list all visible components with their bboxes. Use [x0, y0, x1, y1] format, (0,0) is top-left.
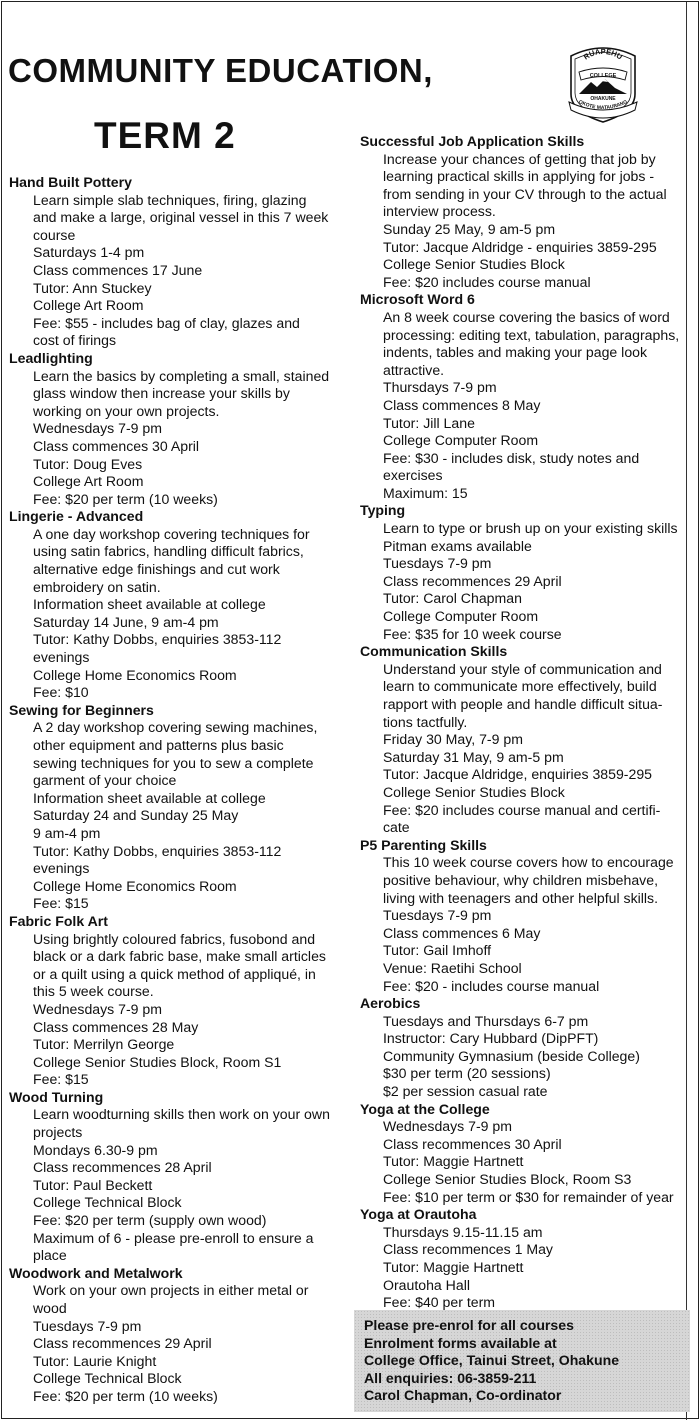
enrolment-line: Enrolment forms available at — [364, 1334, 557, 1351]
course-title: Leadlighting — [9, 349, 93, 366]
course-title: Hand Built Pottery — [9, 174, 132, 190]
course-detail-line: Class recommences 30 April — [383, 1135, 562, 1152]
course-detail-line: Learn the basics by completing a small, stained — [33, 367, 330, 384]
course-yoga-at-orautoha — [360, 1206, 692, 1312]
course-successful-job-application-skills — [360, 133, 692, 291]
course-detail-line: Class commences 30 April — [33, 437, 200, 454]
course-detail-line: College Art Room — [33, 473, 144, 490]
course-fabric-folk-art — [9, 913, 354, 1089]
course-detail-line: Information sheet available at college — [33, 789, 266, 806]
page-title-line2: TERM 2 — [94, 115, 236, 156]
course-detail-line: Tutor: Jacque Aldridge - enquiries 3859-295 — [383, 238, 657, 255]
course-detail-line: Work on your own projects in either metal or — [33, 1282, 309, 1299]
left-course-column — [9, 174, 354, 1406]
course-detail-line: Class commences 28 May — [33, 1018, 199, 1035]
course-detail-line: indents, tables and making your page look — [383, 344, 648, 361]
course-detail-line: $30 per term (20 sessions) — [383, 1065, 551, 1082]
course-title: Communication Skills — [360, 643, 508, 660]
course-aerobics — [360, 995, 692, 1101]
course-detail-line: College Computer Room — [383, 432, 539, 449]
course-detail-line: Tutor: Kathy Dobbs, enquiries 3853-112 — [33, 842, 282, 859]
course-detail-line: Maximum: 15 — [383, 484, 468, 501]
course-detail-line: interview process. — [383, 203, 496, 220]
course-detail-line: Learn simple slab techniques, firing, glazing — [33, 191, 307, 208]
enrolment-line: All enquiries: 06-3859-211 — [364, 1369, 537, 1386]
course-detail-line: Fee: $20 per term (supply own wood) — [33, 1212, 267, 1229]
course-detail-line: Fee: $15 — [33, 895, 89, 912]
course-detail-line: Instructor: Cary Hubbard (DipPFT) — [383, 1030, 599, 1047]
course-detail-line: embroidery on satin. — [33, 578, 161, 595]
course-detail-line: College Home Economics Room — [33, 666, 237, 683]
course-detail-line: Learn woodturning skills then work on your own — [33, 1106, 330, 1123]
course-title: Wood Turning — [9, 1088, 104, 1105]
course-title: Typing — [360, 502, 406, 519]
course-detail-line: exercises — [383, 467, 443, 484]
course-detail-line: Tutor: Laurie Knight — [33, 1352, 157, 1369]
course-title: Yoga at Orautoha — [360, 1206, 477, 1223]
course-detail-line: Tutor: Jacque Aldridge, enquiries 3859-295 — [383, 766, 652, 783]
enrolment-line: Please pre-enrol for all courses — [364, 1317, 574, 1333]
course-detail-line: A 2 day workshop covering sewing machines, — [33, 719, 318, 736]
course-detail-line: Tuesdays 7-9 pm — [383, 555, 492, 572]
course-detail-line: Increase your chances of getting that job by — [383, 150, 656, 167]
course-detail-line: Tutor: Kathy Dobbs, enquiries 3853-112 — [33, 631, 282, 648]
course-typing — [360, 502, 692, 643]
course-title: Successful Job Application Skills — [360, 133, 585, 149]
page-title-line1: COMMUNITY EDUCATION, — [8, 52, 433, 89]
course-detail-line: Class recommences 29 April — [33, 1335, 212, 1352]
course-woodwork-and-metalwork — [9, 1265, 354, 1406]
course-detail-line: Fee: $10 — [33, 684, 89, 701]
crest-top-text: RUAPEHU — [581, 46, 625, 62]
course-detail-line: Tutor: Maggie Hartnett — [383, 1259, 524, 1275]
course-detail-line: black or a dark fabric base, make small articles — [33, 948, 326, 965]
course-detail-line: Fee: $20 - includes course manual — [383, 977, 600, 994]
enrolment-line: College Office, Tainui Street, Ohakune — [364, 1352, 620, 1369]
course-detail-line: Fee: $15 — [33, 1071, 89, 1088]
course-detail-line: Saturday 31 May, 9 am-5 pm — [383, 748, 564, 765]
course-detail-line: Learn to type or brush up on your existing skills — [383, 520, 678, 537]
course-sewing-for-beginners — [9, 702, 354, 913]
course-detail-line: garment of your choice — [33, 772, 177, 789]
enrolment-line: Carol Chapman, Co-ordinator — [364, 1387, 562, 1404]
course-detail-line: College Senior Studies Block, Room S1 — [33, 1053, 282, 1070]
course-detail-line: living with teenagers and other helpful skills. — [383, 889, 658, 906]
course-detail-line: Class commences 6 May — [383, 924, 541, 941]
course-hand-built-pottery — [9, 174, 354, 350]
course-detail-line: place — [33, 1247, 67, 1264]
course-detail-line: College Technical Block — [33, 1370, 182, 1387]
course-wood-turning — [9, 1089, 354, 1265]
course-detail-line: Fee: $20 includes course manual — [383, 273, 591, 290]
course-detail-line: College Technical Block — [33, 1194, 182, 1211]
course-detail-line: Orautoha Hall — [383, 1276, 470, 1293]
course-detail-line: Tutor: Jill Lane — [383, 414, 475, 431]
course-detail-line: Wednesdays 7-9 pm — [33, 1000, 162, 1017]
course-detail-line: or a quilt using a quick method of appliqué, in — [33, 965, 316, 982]
course-detail-line: Using brightly coloured fabrics, fusobond and — [33, 930, 316, 947]
course-detail-line: Community Gymnasium (beside College) — [383, 1047, 640, 1064]
college-crest-icon — [561, 42, 645, 124]
course-detail-line: Saturday 14 June, 9 am-4 pm — [33, 613, 219, 630]
course-detail-line: College Art Room — [33, 297, 144, 314]
flyer-page — [1, 1, 699, 1419]
course-title: Aerobics — [360, 995, 421, 1012]
course-detail-line: Tuesdays and Thursdays 6-7 pm — [383, 1012, 589, 1029]
course-detail-line: sewing techniques for you to sew a complete — [33, 754, 314, 771]
course-detail-line: course — [33, 226, 76, 243]
course-detail-line: and make a large, original vessel in this 7 week — [33, 209, 329, 226]
course-detail-line: processing: editing text, tabulation, paragraphs, — [383, 326, 680, 343]
course-title: Sewing for Beginners — [9, 701, 154, 718]
course-detail-line: Fee: $20 per term (10 weeks) — [33, 1387, 218, 1404]
course-detail-line: working on your own projects. — [33, 402, 220, 419]
course-detail-line: College Senior Studies Block, Room S3 — [383, 1171, 632, 1188]
course-detail-line: Thursdays 9.15-11.15 am — [383, 1223, 543, 1240]
course-detail-line: Tuesdays 7-9 pm — [33, 1317, 142, 1334]
course-detail-line: Tutor: Merrilyn George — [33, 1036, 175, 1053]
course-detail-line: Fee: $55 - includes bag of clay, glazes and — [33, 314, 300, 331]
course-detail-line: alternative edge finishings and cut work — [33, 561, 280, 578]
course-detail-line: Class recommences 28 April — [33, 1159, 212, 1176]
course-detail-line: Fee: $40 per term — [383, 1294, 496, 1311]
course-detail-line: Sunday 25 May, 9 am-5 pm — [383, 220, 556, 237]
course-detail-line: Thursdays 7-9 pm — [383, 379, 497, 396]
course-lingerie-advanced — [9, 508, 354, 702]
course-leadlighting — [9, 350, 354, 508]
crest-lower-text: OHAKUNE — [590, 96, 616, 102]
course-detail-line: projects — [33, 1124, 83, 1141]
course-detail-line: evenings — [33, 860, 90, 877]
course-detail-line: this 5 week course. — [33, 983, 154, 1000]
course-detail-line: cate — [383, 819, 410, 836]
course-title: Yoga at the College — [360, 1100, 490, 1117]
course-detail-line: tions tactfully. — [383, 713, 468, 730]
course-detail-line: Understand your style of communication and — [383, 660, 662, 677]
course-detail-line: Fee: $30 - includes disk, study notes and — [383, 449, 640, 466]
course-detail-line: Saturday 24 and Sunday 25 May — [33, 807, 239, 824]
course-detail-line: This 10 week course covers how to encourage — [383, 854, 674, 871]
course-detail-line: Tutor: Gail Imhoff — [383, 942, 492, 959]
course-detail-line: Friday 30 May, 7-9 pm — [383, 731, 523, 748]
course-detail-line: evenings — [33, 649, 90, 666]
course-detail-line: $2 per session casual rate — [383, 1083, 548, 1100]
course-detail-line: Pitman exams available — [383, 537, 532, 554]
course-detail-line: Information sheet available at college — [33, 596, 266, 613]
course-title: Lingerie - Advanced — [9, 508, 144, 525]
course-detail-line: from sending in your CV through to the actual — [383, 185, 667, 202]
course-communication-skills — [360, 643, 692, 837]
course-detail-line: glass window then increase your skills by — [33, 385, 290, 402]
course-detail-line: Tuesdays 7-9 pm — [383, 907, 492, 924]
course-detail-line: other equipment and patterns plus basic — [33, 737, 284, 753]
course-detail-line: positive behaviour, why children misbehave, — [383, 871, 658, 888]
course-detail-line: using satin fabrics, handling difficult fabrics, — [33, 543, 304, 560]
course-detail-line: Class commences 17 June — [33, 261, 203, 278]
course-detail-line: Saturdays 1-4 pm — [33, 244, 145, 261]
course-title: Fabric Folk Art — [9, 912, 108, 929]
crest-band-text: COLLEGE — [589, 73, 617, 79]
enrolment-info-box — [354, 1310, 690, 1412]
course-detail-line: Tutor: Doug Eves — [33, 455, 143, 472]
crest-motto-text: OKOTE MATAURANG — [577, 99, 629, 112]
right-course-column — [360, 133, 692, 1312]
course-detail-line: Fee: $10 per term or $30 for remainder of year — [383, 1188, 674, 1205]
course-detail-line: Class recommences 1 May — [383, 1241, 553, 1258]
course-detail-line: Maximum of 6 - please pre-enroll to ensure a — [33, 1229, 314, 1246]
course-detail-line: Fee: $20 per term (10 weeks) — [33, 490, 218, 507]
course-detail-line: 9 am-4 pm — [33, 824, 101, 841]
course-detail-line: rapport with people and handle difficult situa- — [383, 696, 663, 712]
course-detail-line: Wednesdays 7-9 pm — [33, 420, 162, 437]
course-detail-line: wood — [33, 1300, 67, 1316]
course-detail-line: Tutor: Paul Beckett — [33, 1176, 153, 1193]
course-detail-line: cost of firings — [33, 332, 117, 349]
course-p5-parenting-skills — [360, 837, 692, 995]
course-detail-line: Fee: $35 for 10 week course — [383, 625, 562, 642]
course-detail-line: College Computer Room — [383, 608, 539, 625]
course-detail-line: Tutor: Maggie Hartnett — [383, 1153, 524, 1170]
course-title: Woodwork and Metalwork — [9, 1264, 183, 1281]
course-detail-line: Class commences 8 May — [383, 396, 541, 413]
course-detail-line: College Home Economics Room — [33, 877, 237, 894]
course-detail-line: Fee: $20 includes course manual and certifi- — [383, 801, 661, 818]
course-detail-line: Class recommences 29 April — [383, 572, 562, 589]
course-microsoft-word-6 — [360, 291, 692, 502]
course-detail-line: College Senior Studies Block — [383, 256, 565, 273]
course-detail-line: Tutor: Carol Chapman — [383, 590, 522, 607]
course-detail-line: Wednesdays 7-9 pm — [383, 1118, 512, 1135]
course-detail-line: Mondays 6.30-9 pm — [33, 1141, 158, 1158]
course-detail-line: College Senior Studies Block — [383, 783, 565, 800]
course-detail-line: learn to communicate more effectively, build — [383, 678, 657, 695]
course-detail-line: Venue: Raetihi School — [383, 959, 522, 976]
course-detail-line: learning practical skills in applying for jobs - — [383, 168, 655, 185]
course-title: Microsoft Word 6 — [360, 291, 475, 308]
course-detail-line: A one day workshop covering techniques for — [33, 525, 310, 542]
course-title: P5 Parenting Skills — [360, 836, 487, 853]
course-yoga-at-the-college — [360, 1101, 692, 1207]
course-detail-line: attractive. — [383, 361, 445, 378]
course-detail-line: An 8 week course covering the basics of word — [383, 308, 670, 325]
course-detail-line: Tutor: Ann Stuckey — [33, 279, 152, 296]
